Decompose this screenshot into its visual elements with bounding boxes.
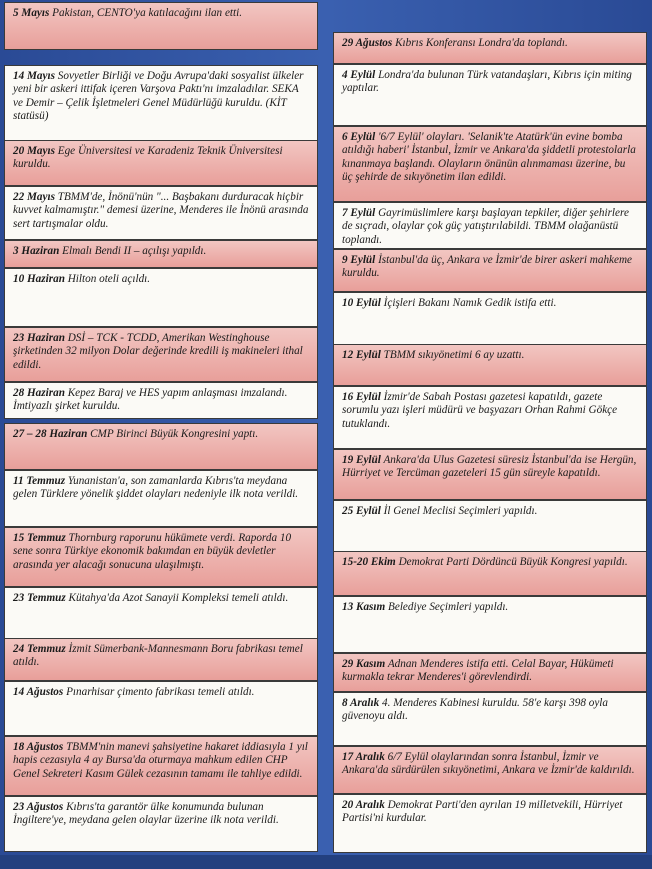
entry-date: 8 Aralık [342,697,380,709]
entry-text: İzmit Sümerbank-Mannesmann Boru fabrikası temel atıldı. [13,643,303,669]
entry-text: Pakistan, CENTO'ya katılacağını ilan etti. [49,7,243,19]
entry-date: 23 Ağustos [13,801,64,813]
entry-text: TBMM'nin manevi şahsiyetine hakaret iddiasıyla 1 yıl hapis cezasıyla 4 ay Bursa'da oturmaya mahkum edilen CHP Genel Sekreteri Kasım Gülek cezasının tamamı ile tahliye edildi. [13,741,308,780]
entry-text: Demokrat Parti Dördüncü Büyük Kongresi yapıldı. [395,556,628,568]
entry-text: Elmalı Bendi II – açılışı yapıldı. [59,245,207,257]
entry-date: 4 Eylül [342,69,376,81]
bottom-border [0,855,652,869]
entry-text: 4. Menderes Kabinesi kuruldu. 58'e karşı 398 oyla güvenoyu aldı. [342,697,609,723]
entry-date: 5 Mayıs [13,7,50,19]
entry-date: 7 Eylül [342,207,376,219]
entry-date: 25 Eylül [342,505,381,517]
timeline-entry [4,587,318,639]
entry-date: 23 Temmuz [13,592,66,604]
entry-text: İçişleri Bakanı Namık Gedik istifa etti. [380,297,557,309]
entry-text: Adnan Menderes istifa etti. Celal Bayar, Hükümeti kurmakla tekrar Menderes'i görevlendirdi. [342,658,614,684]
timeline-entry [333,746,647,794]
entry-text: '6/7 Eylül' olayları. 'Selanik'te Atatürk'ün evine bomba atıldığı haberi' İstanbul, İzmir ve Ankara'da şiddetli protestolarla kınanmaya başlandı. Olayların önünün alınmaması üzerine, bu üç şehirde de sıkıyönetim ilan edildi. [342,131,636,183]
timeline-entry [333,64,647,126]
timeline-entry [4,65,318,144]
timeline-entry [4,268,318,327]
timeline-entry [4,327,318,382]
timeline-entry [4,470,318,527]
entry-date: 24 Temmuz [13,643,66,655]
timeline-entry [333,292,647,352]
entry-text: Demokrat Parti'den ayrılan 19 milletvekili, Hürriyet Partisi'ni kurdular. [342,799,623,825]
timeline-entry [333,249,647,292]
entry-date: 20 Aralık [342,799,385,811]
entry-date: 22 Mayıs [13,191,55,203]
entry-date: 29 Kasım [342,658,386,670]
entry-date: 11 Temmuz [13,475,66,487]
timeline-entry [333,653,647,692]
entry-date: 6 Eylül [342,131,376,143]
timeline-entry [333,386,647,449]
entry-date: 17 Aralık [342,751,385,763]
entry-text: Gayrimüslimlere karşı başlayan tepkiler, diğer şehirlere de sıçradı, olaylar çok güç yatıştırılabildi. TBMM olağanüstü toplandı. [342,207,629,246]
entry-date: 15 Temmuz [13,532,66,544]
timeline-entry [333,126,647,202]
entry-text: Belediye Seçimleri yapıldı. [385,601,509,613]
entry-date: 19 Eylül [342,454,381,466]
timeline-entry [4,681,318,736]
timeline-entry [4,2,318,50]
entry-text: Yunanistan'a, son zamanlarda Kıbrıs'ta meydana gelen Türklere yönelik şiddet olayları nedeniyle ilk nota verildi. [13,475,299,501]
timeline-entry [4,638,318,681]
entry-text: 6/7 Eylül olaylarından sonra İstanbul, İzmir ve Ankara'da sürdürülen sıkıyönetimi, Ankara ve İzmir'de kaldırıldı. [342,751,635,777]
entry-date: 3 Haziran [13,245,60,257]
entry-date: 18 Ağustos [13,741,64,753]
entry-text: DSİ – TCK - TCDD, Amerikan Westinghouse şirketinden 32 milyon Dolar değerinde kredili iş makineleri ithal edildi. [13,332,303,371]
timeline-entry [4,382,318,419]
timeline-entry [333,596,647,653]
entry-date: 14 Ağustos [13,686,64,698]
entry-text: Kıbrıs'ta garantör ülke konumunda bulunan İngiltere'ye, meydana gelen olaylar üzerine ilk nota verildi. [13,801,279,827]
timeline-entry [333,794,647,853]
entry-date: 23 Haziran [13,332,65,344]
entry-text: TBMM'de, İnönü'nün "... Başbakanı durduracak hiçbir kuvvet kalmamıştır." demesi üzerine, Menderes ile İnönü arasında sert tartışmalar oldu. [13,191,309,230]
entry-text: Hilton oteli açıldı. [64,273,151,285]
entry-text: İstanbul'da üç, Ankara ve İzmir'de birer askeri mahkeme kuruldu. [342,254,633,280]
entry-date: 10 Eylül [342,297,381,309]
entry-text: Thornburg raporunu hükümete verdi. Raporda 10 sene sonra Türkiye ekonomik bakımdan en büyük devletler arasında yer alacağı sonucuna ulaşılmıştı. [13,532,292,571]
entry-text: İl Genel Meclisi Seçimleri yapıldı. [380,505,538,517]
entry-date: 16 Eylül [342,391,381,403]
entry-text: TBMM sıkıyönetimi 6 ay uzattı. [380,349,525,361]
entry-date: 27 – 28 Haziran [13,428,88,440]
entry-date: 13 Kasım [342,601,386,613]
timeline-entry [4,186,318,240]
entry-date: 28 Haziran [13,387,65,399]
entry-date: 10 Haziran [13,273,65,285]
entry-text: Pınarhisar çimento fabrikası temeli atıldı. [63,686,255,698]
timeline-entry [333,344,647,386]
entry-date: 20 Mayıs [13,145,55,157]
entry-date: 14 Mayıs [13,70,55,82]
timeline-entry [333,202,647,249]
entry-text: Ege Üniversitesi ve Karadeniz Teknik Üniversitesi kuruldu. [13,145,283,171]
entry-text: Ankara'da Ulus Gazetesi süresiz İstanbul'da ise Hergün, Hürriyet ve Tercüman gazeteleri 15 gün süreyle kapatıldı. [342,454,637,480]
entry-text: Sovyetler Birliği ve Doğu Avrupa'daki sosyalist ülkeler yeni bir askeri ittifak içeren Varşova Paktı'nı imzaladılar. SEKA ve Demir – Çelik İşletmeleri Genel Müdürlüğü kuruldu. (KİT statüsü) [13,70,304,122]
timeline-entry [4,423,318,470]
timeline-entry [333,551,647,596]
entry-text: CMP Birinci Büyük Kongresini yaptı. [87,428,259,440]
timeline-entry [333,449,647,500]
timeline-entry [4,527,318,587]
entry-date: 15-20 Ekim [342,556,396,568]
entry-text: Kepez Baraj ve HES yapım anlaşması imzalandı. İmtiyazlı şirket kuruldu. [13,387,288,413]
timeline-entry [333,32,647,64]
entry-text: İzmir'de Sabah Postası gazetesi kapatıldı, gazete sorumlu yazı işleri müdürü ve başyazarı Orhan Rahmi Gökçe tutuklandı. [342,391,618,430]
entry-text: Kıbrıs Konferansı Londra'da toplandı. [392,37,568,49]
entry-text: Kütahya'da Azot Sanayii Kompleksi temeli atıldı. [65,592,289,604]
timeline-entry [4,240,318,268]
entry-text: Londra'da bulunan Türk vatandaşları, Kıbrıs için miting yaptılar. [342,69,632,95]
entry-date: 12 Eylül [342,349,381,361]
timeline-entry [333,692,647,746]
timeline-entry [4,796,318,852]
entry-date: 29 Ağustos [342,37,393,49]
timeline-entry [4,140,318,186]
timeline-entry [4,736,318,796]
entry-date: 9 Eylül [342,254,376,266]
